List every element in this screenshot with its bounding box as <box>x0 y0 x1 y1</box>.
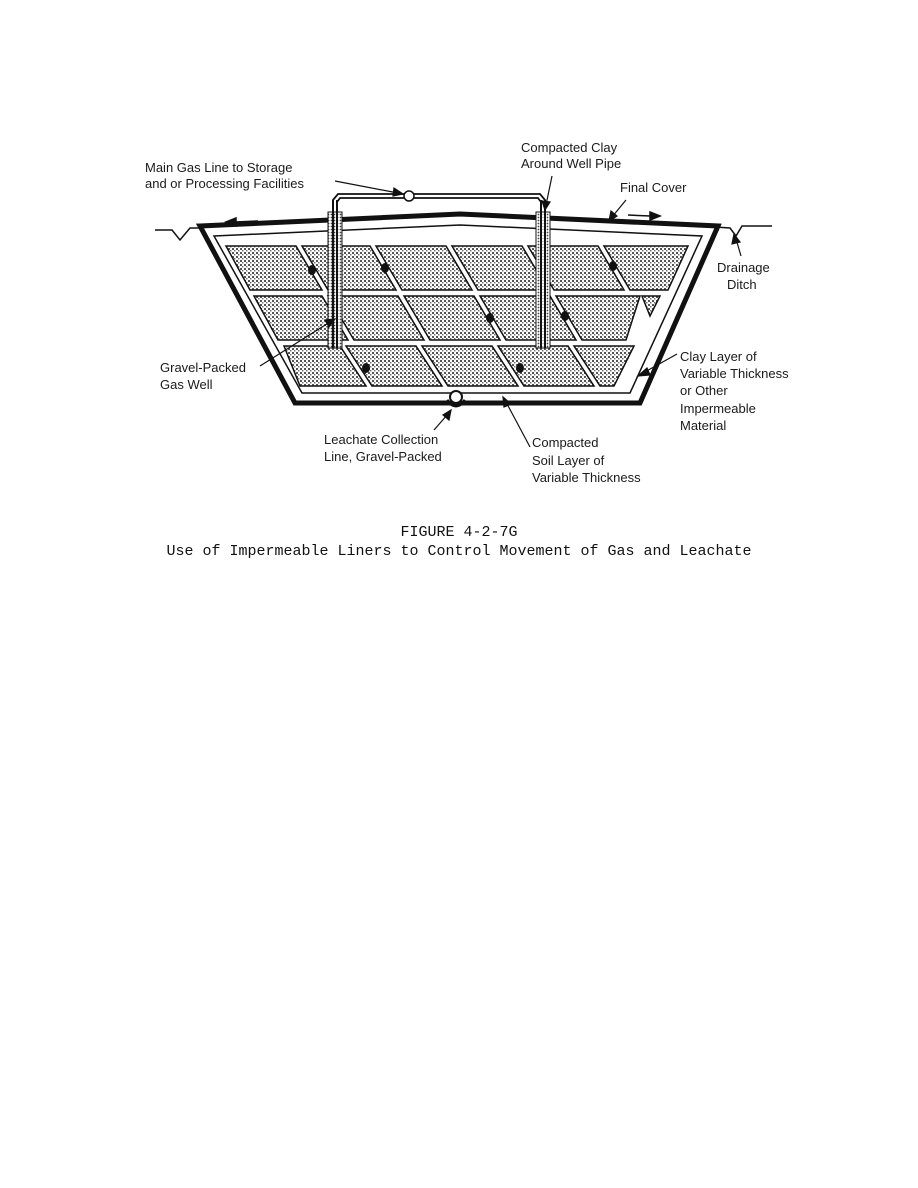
label-soil-layer-3: Variable Thickness <box>532 470 641 485</box>
main-gas-line <box>333 194 545 212</box>
figure-number: FIGURE 4-2-7G <box>400 524 518 541</box>
leachate-pipe <box>450 391 462 403</box>
label-drainage-ditch-2: Ditch <box>727 277 757 292</box>
label-gravel-well-2: Gas Well <box>160 377 213 392</box>
label-clay-layer-1: Clay Layer of <box>680 349 757 364</box>
label-soil-layer-1: Compacted <box>532 435 599 450</box>
figure-title: Use of Impermeable Liners to Control Movement of Gas and Leachate <box>166 543 752 560</box>
gas-well-right <box>536 200 550 348</box>
label-main-gas-line-1: Main Gas Line to Storage <box>145 160 293 175</box>
refuse-cells <box>226 246 688 386</box>
label-drainage-ditch-1: Drainage <box>717 260 770 275</box>
label-compacted-clay-1: Compacted Clay <box>521 140 618 155</box>
label-clay-layer-4: Impermeable <box>680 401 756 416</box>
label-main-gas-line-2: and or Processing Facilities <box>145 176 304 191</box>
gas-line-valve <box>404 191 414 201</box>
label-final-cover: Final Cover <box>620 180 687 195</box>
label-gravel-well-1: Gravel-Packed <box>160 360 246 375</box>
label-leachate-1: Leachate Collection <box>324 432 439 447</box>
label-clay-layer-2: Variable Thickness <box>680 366 789 381</box>
label-clay-layer-3: or Other <box>680 383 728 398</box>
label-soil-layer-2: Soil Layer of <box>532 453 605 468</box>
label-compacted-clay-2: Around Well Pipe <box>521 156 622 171</box>
label-clay-layer-5: Material <box>680 418 727 433</box>
label-leachate-2: Line, Gravel-Packed <box>324 449 442 464</box>
landfill-liner-diagram <box>0 0 918 520</box>
